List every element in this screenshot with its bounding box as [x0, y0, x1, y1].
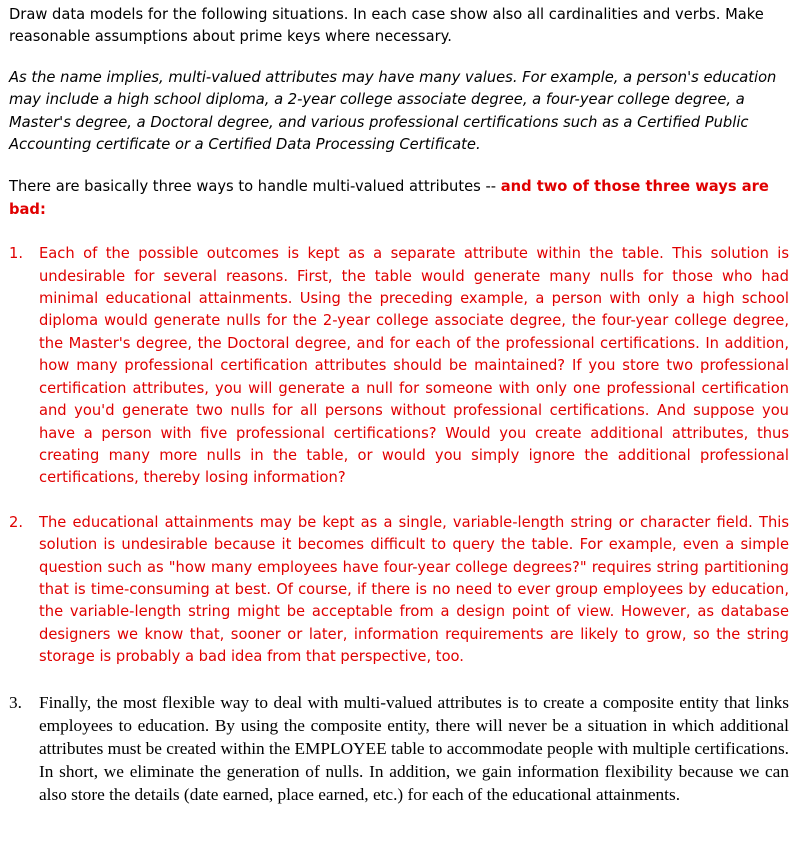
list-item-variable-length-string — [9, 512, 789, 669]
list-text-variable-length-string: The educational attainments may be kept as a single, variable-length string or character field. This solution is undesirable because it becomes difficult to query the table. For example, even a simple question such as "how many employees have four-year college degrees?" requires string partitioning that is time-consuming at best. Of course, if there is no need to ever group employees by education, the variable-length string might be acceptable from a design point of view. However, as database designers we know that, sooner or later, information requirements are likely to grow, so the string storage is probably a bad idea from that perspective, too. — [39, 513, 789, 666]
three-ways-lead-text: There are basically three ways to handle multi-valued attributes -- — [9, 178, 501, 196]
list-item-separate-attributes — [9, 243, 789, 489]
list-text-separate-attributes: Each of the possible outcomes is kept as a separate attribute within the table. This solution is undesirable for several reasons. First, the table would generate many nulls for those who had minimal educational attainments. Using the preceding example, a person with only a high school diploma would generate nulls for the 2-year college associate degree, the four-year college degree, the Master's degree, the Doctoral degree, and for each of the professional certifications. In addition, how many professional certification attributes should be maintained? If you store two professional certification attributes, you will generate a null for someone with only one professional certification and you'd generate two nulls for all persons without professional certifications. And suppose you have a person with five professional certifications? Would you create additional attributes, thus creating many more nulls in the table, or would you simply ignore the additional professional certifications, thereby losing information? — [39, 245, 789, 487]
two-ways-bad-emphasis: and two of those three ways are bad: — [9, 178, 769, 218]
list-number-3: 3. — [9, 692, 22, 712]
assignment-instructions: Draw data models for the following situations. In each case show also all cardinalities and verbs. Make reasonable assumptions about prime keys where necessary. — [9, 6, 764, 46]
list-text-composite-entity: Finally, the most flexible way to deal with multi-valued attributes is to create a composite entity that links employees to education. By using the composite entity, there will never be a situation in which additional attributes must be created within the EMPLOYEE table to accommodate people with multiple certifications. In short, we eliminate the generation of nulls. In addition, we gain information flexibility because we can also store the details (date earned, place earned, etc.) for each of the educational attainments. — [39, 692, 789, 805]
three-ways-lead — [9, 176, 789, 221]
list-number-1: 1. — [9, 245, 24, 263]
list-item-composite-entity — [9, 691, 789, 807]
list-number-2: 2. — [9, 513, 24, 531]
multivalued-attributes-explanation: As the name implies, multi-valued attributes may have many values. For example, a person's education may include a high school diploma, a 2-year college associate degree, a four-year college degree, a Master's degree, a Doctoral degree, and various professional certifications such as a Certified Public Accounting certificate or a Certified Data Processing Certificate. — [9, 68, 777, 154]
